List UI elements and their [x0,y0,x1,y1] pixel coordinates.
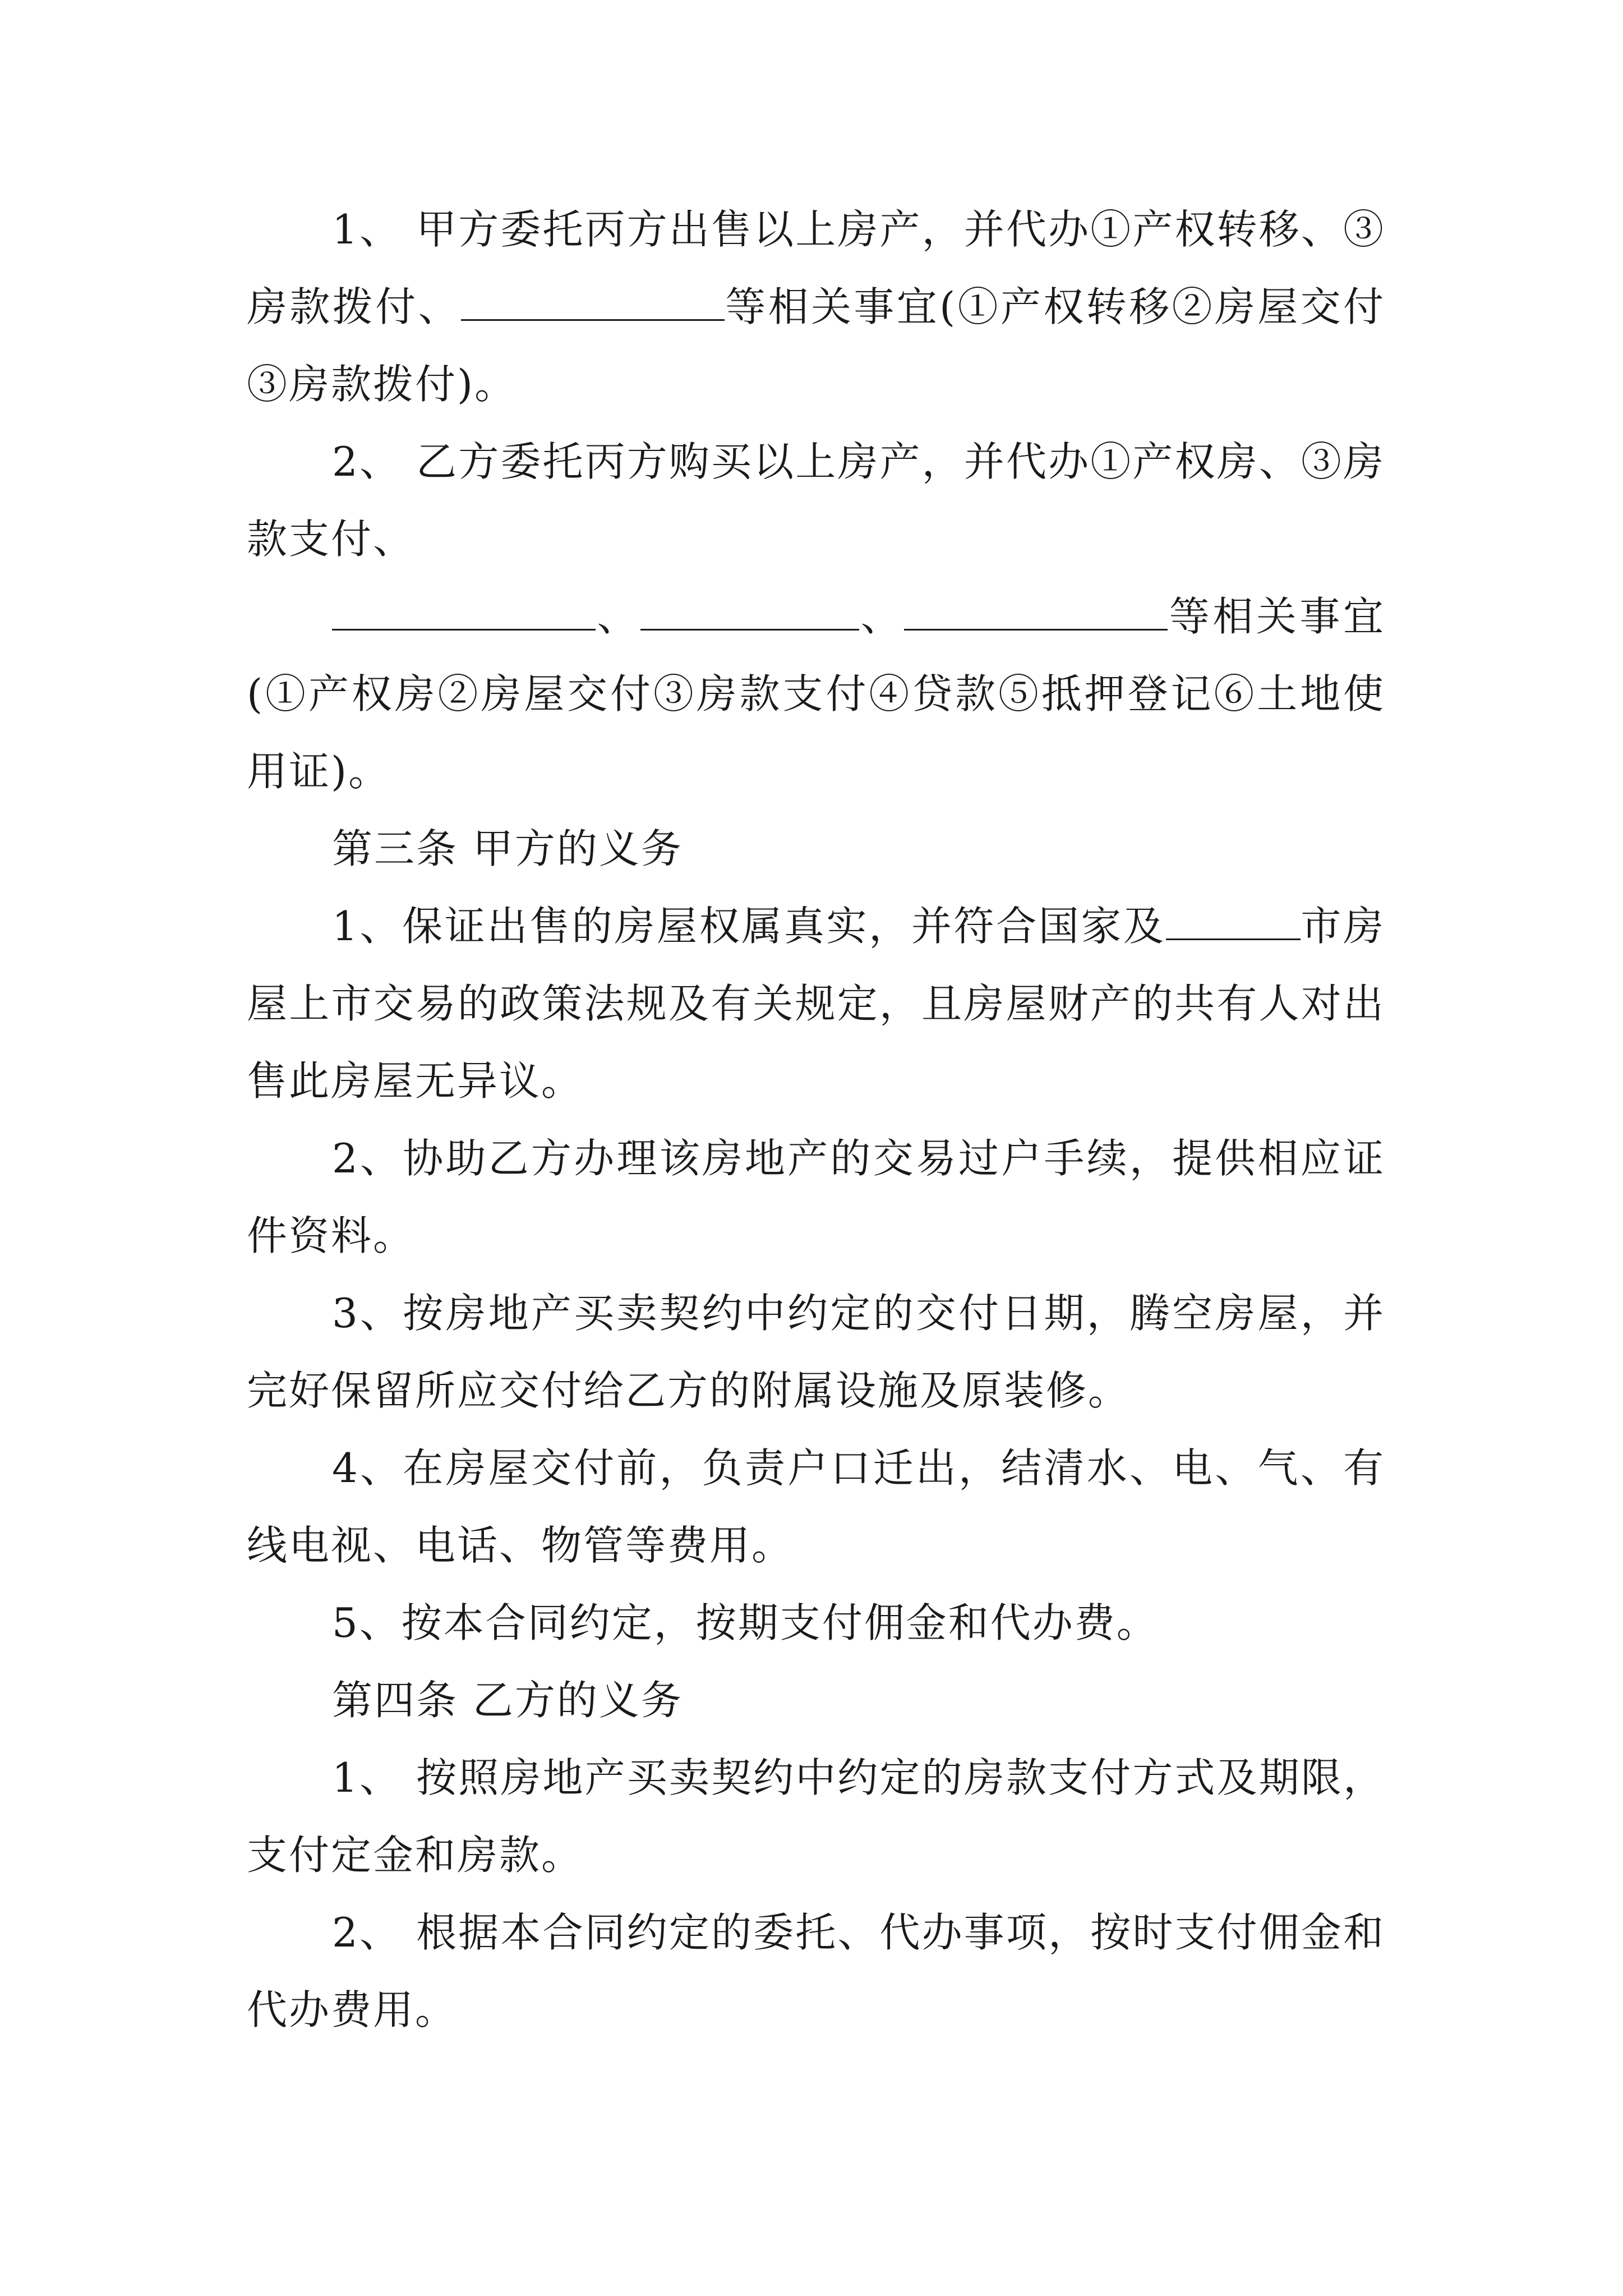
fill-in-blank[interactable] [461,284,725,321]
article3-item-5: 5、按本合同约定，按期支付佣金和代办费。 [332,1599,1159,1646]
article3-item-1 [247,887,1385,1120]
fill-in-blank[interactable] [904,594,1168,631]
article3-heading: 第三条 甲方的义务 [332,825,683,872]
separator: 、 [596,593,641,640]
item-number: 1、 [332,206,402,253]
item-text-cont: 等相关事宜(①产权转移②房屋交付③房款拨付)。 [247,283,1385,408]
item-text: 乙方委托丙方购买以上房产，并代办①产权房、③房款支付、 [247,438,1385,563]
article4-heading: 第四条 乙方的义务 [332,1677,683,1724]
article2-item-1 [247,191,1385,423]
article4-item-2: 2、 根据本合同约定的委托、代办事项，按时支付佣金和代办费用。 [247,1909,1385,2033]
fill-in-blank[interactable] [1166,904,1301,940]
item-text: 甲方委托丙方出售以上房产，并代办①产权转移、③房款拨付、 [247,206,1385,330]
article2-item-2-blanks [247,578,1385,810]
article3-item-2: 2、协助乙方办理该房地产的交易过户手续，提供相应证件资料。 [247,1135,1385,1259]
item-number: 2、 [332,438,402,485]
fill-in-blank[interactable] [332,594,596,631]
item-text-cont: 市房屋上市交易的政策法规及有关规定，且房屋财产的共有人对出售此房屋无异议。 [247,903,1385,1105]
article3-item-4: 4、在房屋交付前，负责户口迁出，结清水、电、气、有线电视、电话、物管等费用。 [247,1444,1385,1569]
separator: 、 [859,593,905,640]
item-text-cont: 等相关事宜(①产权房②房屋交付③房款支付④贷款⑤抵押登记⑥土地使用证)。 [247,593,1385,795]
item-text: 1、保证出售的房屋权属真实，并符合国家及 [332,903,1166,950]
fill-in-blank[interactable] [640,594,859,631]
document-page [247,191,1385,2049]
article4-item-1: 1、 按照房地产买卖契约中约定的房款支付方式及期限，支付定金和房款。 [247,1754,1385,1879]
article3-item-3: 3、按房地产买卖契约中约定的交付日期，腾空房屋，并完好保留所应交付给乙方的附属设施及原装修。 [247,1290,1385,1414]
article2-item-2 [247,423,1385,578]
